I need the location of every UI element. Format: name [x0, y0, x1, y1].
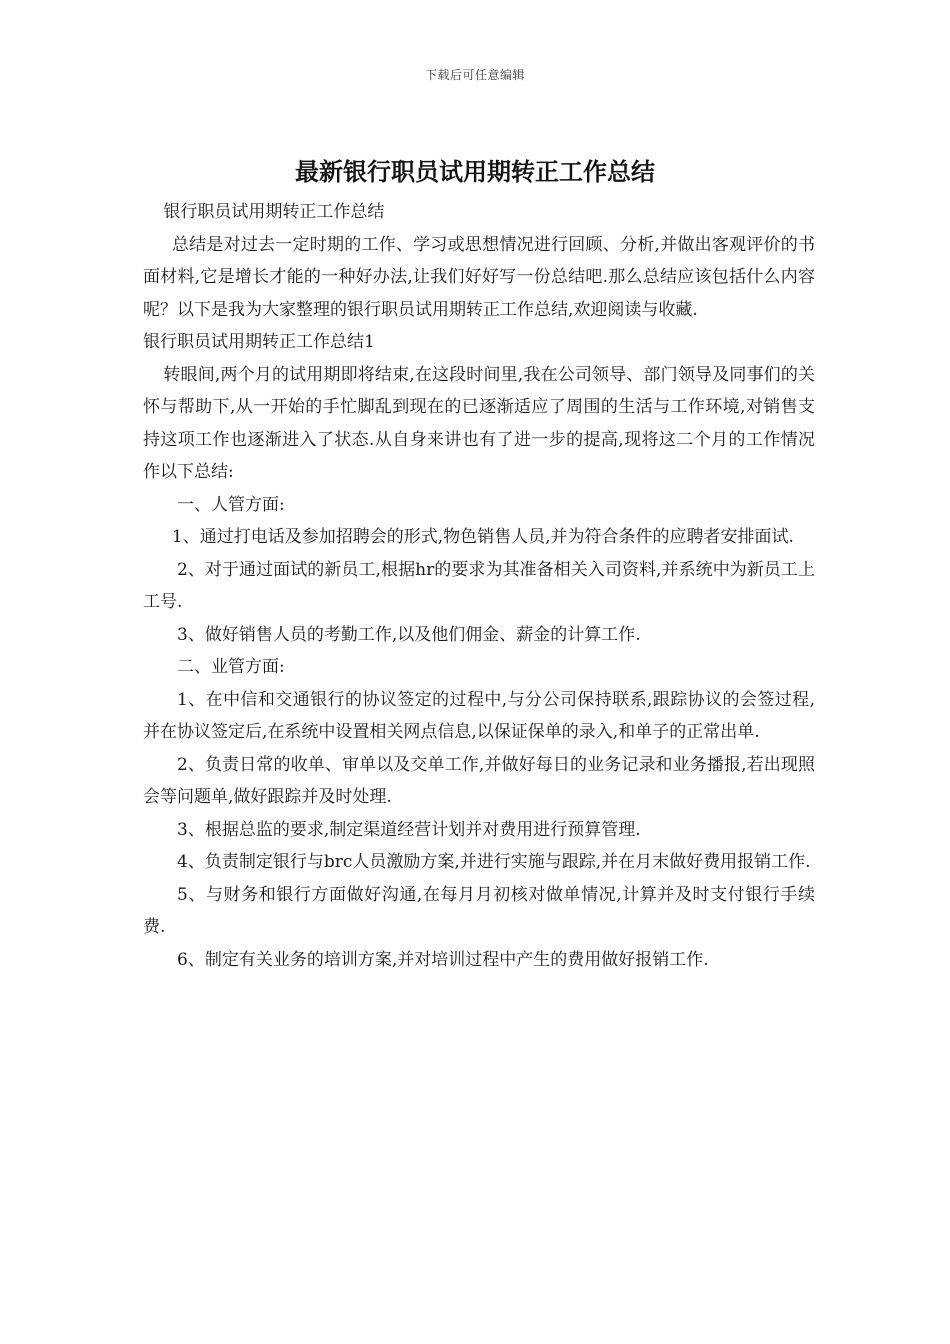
document-title: 最新银行职员试用期转正工作总结	[295, 158, 655, 186]
list-item: 3、根据总监的要求,制定渠道经营计划并对费用进行预算管理.	[177, 819, 641, 840]
list-item: 4、负责制定银行与brc人员激励方案,并进行实施与跟踪,并在月末做好费用报销工作.	[177, 852, 811, 872]
section-heading: 银行职员试用期转正工作总结1	[143, 332, 375, 352]
subtitle-paragraph: 银行职员试用期转正工作总结	[163, 202, 385, 222]
list-item: 5、与财务和银行方面做好沟通,在每月月初核对做单情况,计算并及时支付银行手续费.	[143, 884, 815, 937]
list-item: 6、制定有关业务的培训方案,并对培训过程中产生的费用做好报销工作.	[177, 949, 709, 970]
list-item: 2、对于通过面试的新员工,根据hr的要求为其准备相关入司资料,并系统中为新员工上工号.	[143, 559, 815, 612]
list-item: 3、做好销售人员的考勤工作,以及他们佣金、薪金的计算工作.	[177, 624, 641, 645]
document-body	[143, 196, 815, 976]
section-heading: 一、人管方面:	[177, 494, 285, 515]
body-paragraph: 转眼间,两个月的试用期即将结束,在这段时间里,我在公司领导、部门领导及同事们的关怀与帮助下,从一开始的手忙脚乱到现在的已逐渐适应了周围的生活与工作环境,对销售支持这项工作也逐渐进入了状态.从自身来讲也有了进一步的提高,现将这二个月的工作情况作以下总结:	[143, 364, 815, 482]
list-item: 1、在中信和交通银行的协议签定的过程中,与分公司保持联系,跟踪协议的会签过程,并在协议签定后,在系统中设置相关网点信息,以保证保单的录入,和单子的正常出单.	[143, 689, 815, 742]
list-item: 2、负责日常的收单、审单以及交单工作,并做好每日的业务记录和业务播报,若出现照会等问题单,做好跟踪并及时处理.	[143, 754, 815, 807]
header-note: 下载后可任意编辑	[424, 68, 525, 82]
section-heading: 二、业管方面:	[177, 657, 285, 677]
intro-paragraph: 总结是对过去一定时期的工作、学习或思想情况进行回顾、分析,并做出客观评价的书面材料,它是增长才能的一种好办法,让我们好好写一份总结吧.那么总结应该包括什么内容呢？以下是我为大家整理的银行职员试用期转正工作总结,欢迎阅读与收藏.	[143, 234, 815, 320]
list-item: 1、通过打电话及参加招聘会的形式,物色销售人员,并为符合条件的应聘者安排面试.	[171, 527, 794, 547]
